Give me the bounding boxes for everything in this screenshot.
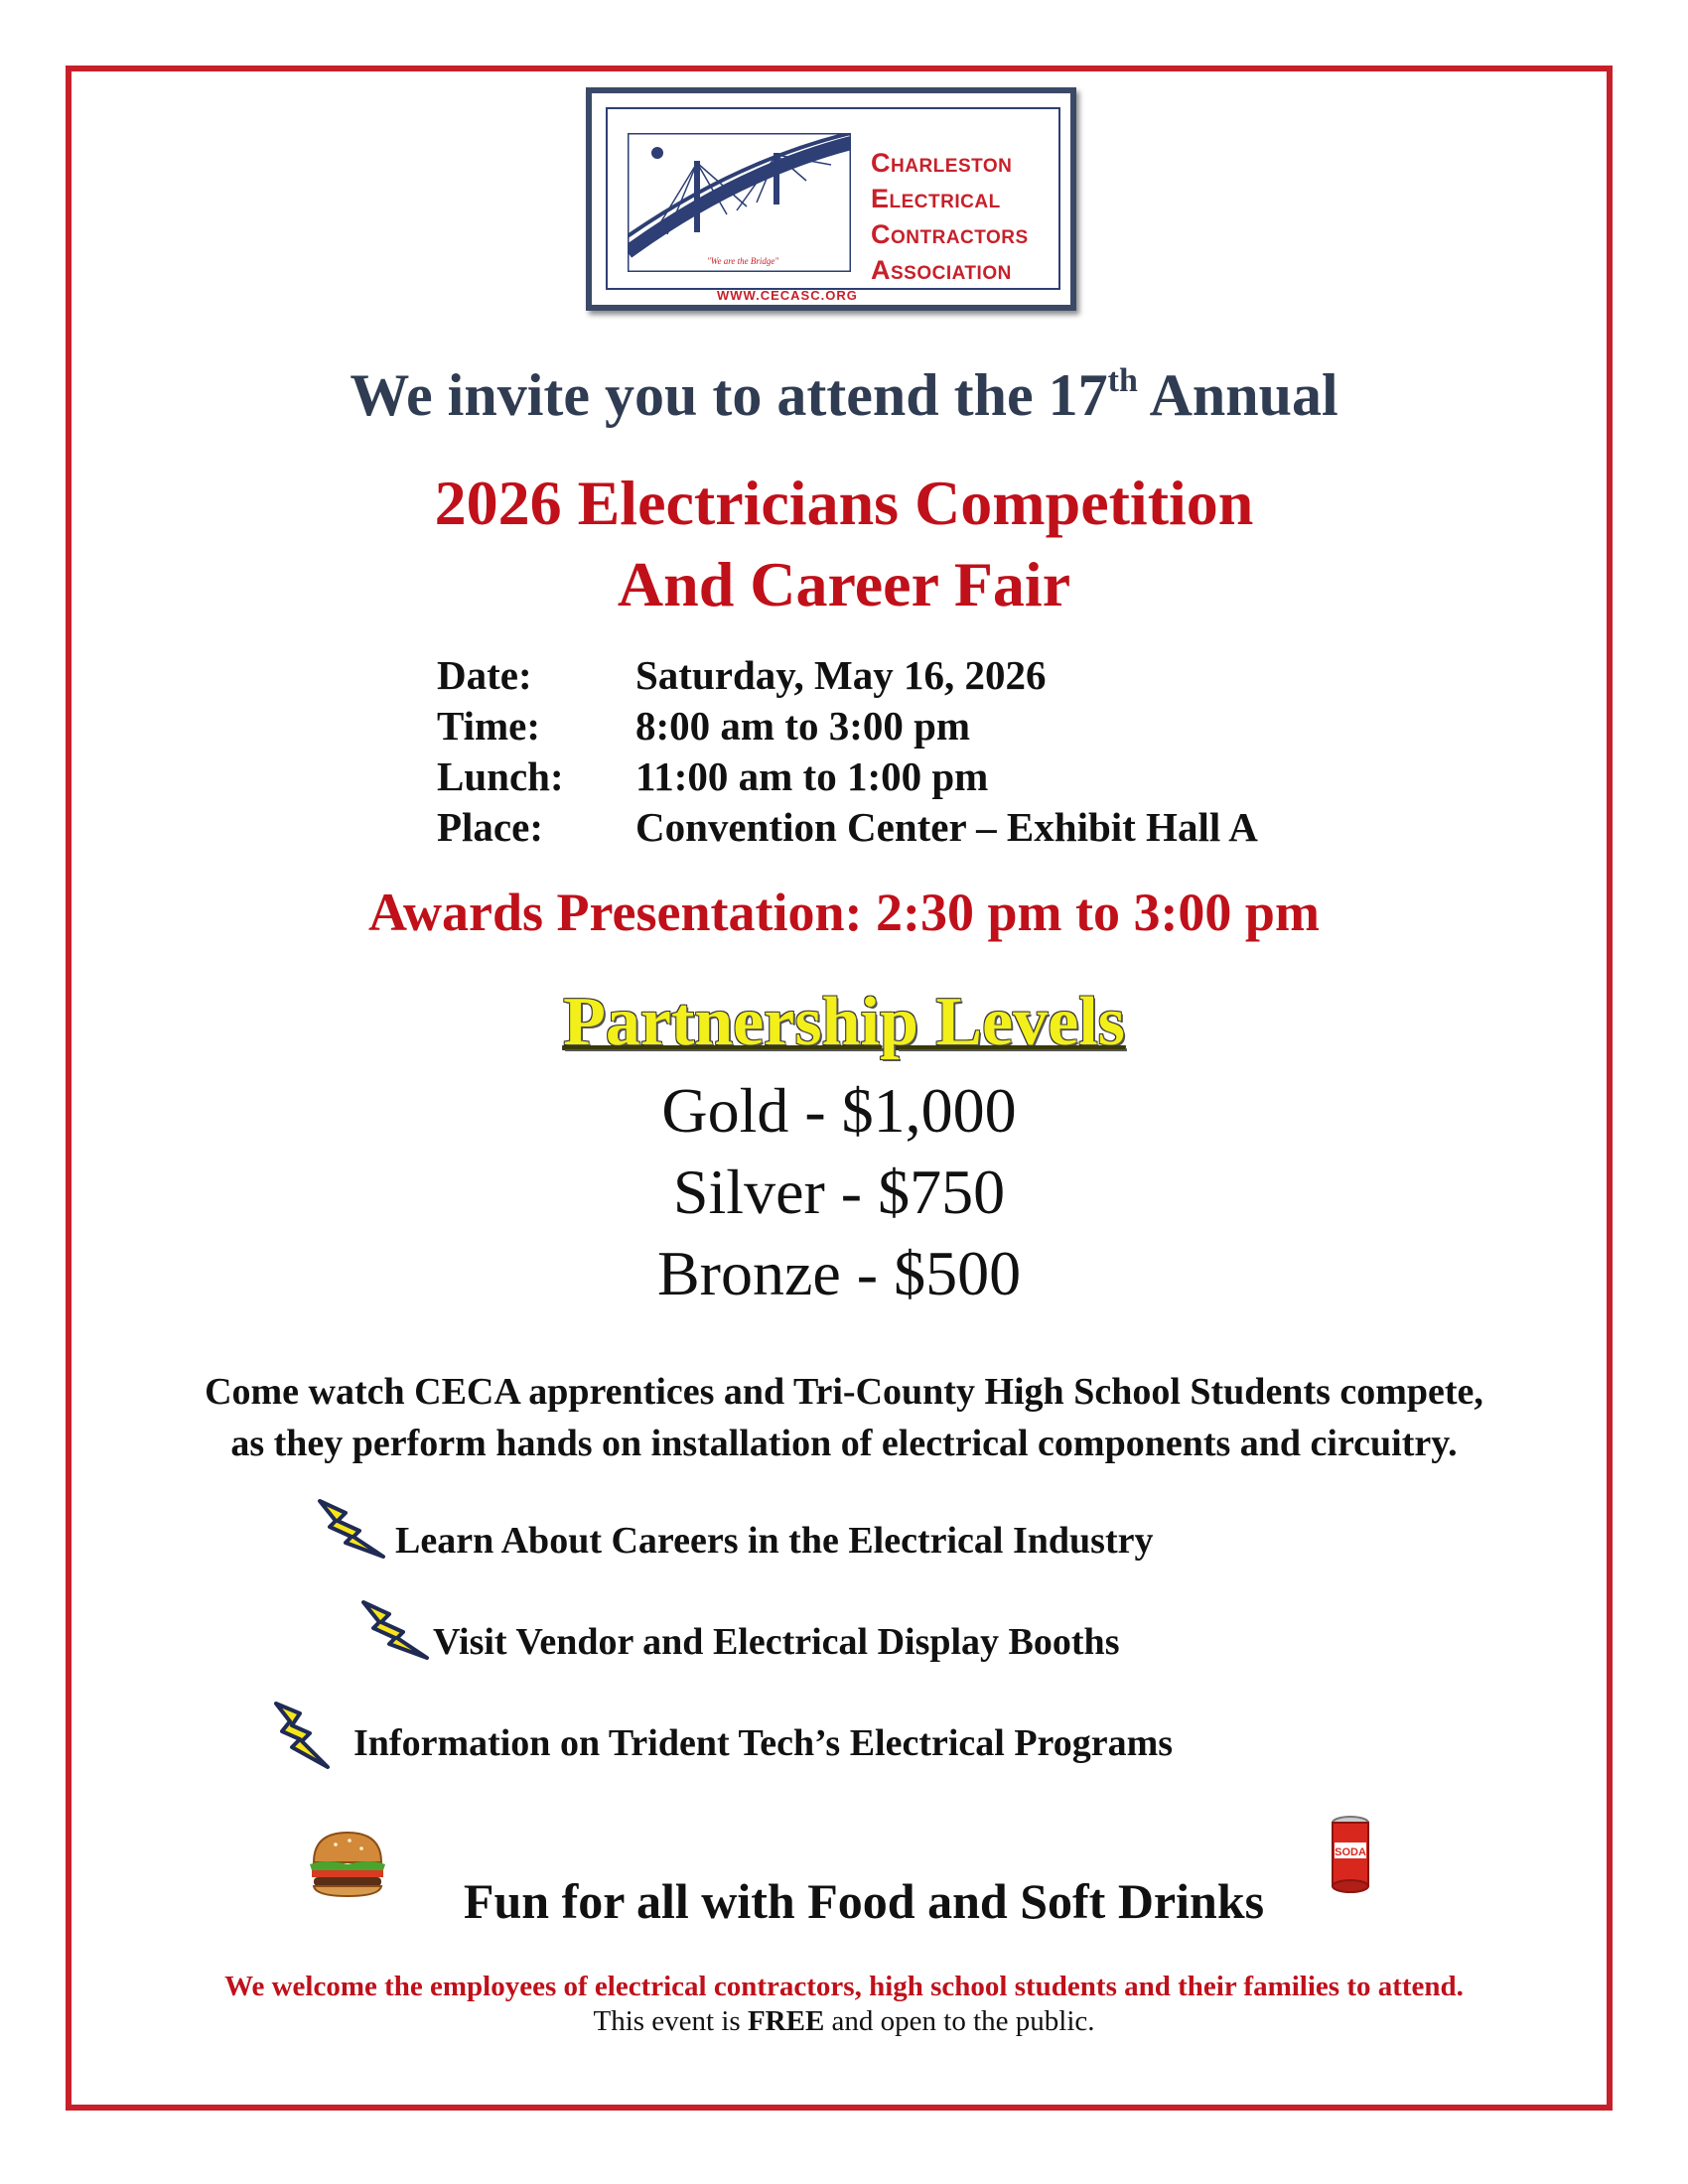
lightning-bolt-icon: [272, 1700, 332, 1771]
partnership-levels-heading: Partnership Levels: [563, 984, 1125, 1060]
description-line1: Come watch CECA apprentices and Tri-County High School Students compete,: [205, 1371, 1483, 1413]
level-silver: Silver - $750: [672, 1157, 1006, 1227]
logo-website: WWW.CECASC.ORG: [717, 288, 858, 303]
free-event-line: This event is FREE and open to the public.: [593, 2005, 1095, 2037]
level-gold: Gold - $1,000: [661, 1075, 1017, 1146]
soda-can-icon: [1325, 1813, 1376, 1896]
description-line2: as they perform hands on installation of electrical components and circuitry.: [230, 1423, 1458, 1464]
bullet-vendor-booths: Visit Vendor and Electrical Display Booths: [433, 1621, 1120, 1663]
bridge-icon: [628, 133, 851, 272]
lightning-bolt-icon: [359, 1598, 431, 1662]
invite-heading: We invite you to attend the 17th Annual: [350, 362, 1338, 428]
bullet-careers: Learn About Careers in the Electrical Industry: [395, 1520, 1154, 1562]
detail-row-place: Place: Convention Center – Exhibit Hall A: [437, 804, 1258, 850]
soda-label: SODA: [1335, 1846, 1366, 1858]
logo-frame: [606, 107, 1060, 303]
event-details: [437, 651, 1258, 854]
detail-row-date: Date: Saturday, May 16, 2026: [437, 652, 1047, 698]
level-bronze: Bronze - $500: [656, 1238, 1022, 1308]
food-drinks-line: Fun for all with Food and Soft Drinks: [463, 1873, 1265, 1929]
lightning-bolt-icon: [316, 1497, 387, 1561]
logo-tagline: "We are the Bridge": [707, 256, 779, 266]
event-title-line2: And Career Fair: [617, 549, 1071, 619]
event-title-line1: 2026 Electricians Competition: [434, 468, 1254, 538]
welcome-line: We welcome the employees of electrical contractors, high school students and their families to attend.: [224, 1971, 1464, 2002]
detail-row-lunch: Lunch: 11:00 am to 1:00 pm: [437, 753, 989, 799]
awards-presentation: Awards Presentation: 2:30 pm to 3:00 pm: [368, 883, 1320, 942]
ceca-logo: [586, 87, 1076, 311]
detail-row-time: Time: 8:00 am to 3:00 pm: [437, 703, 971, 749]
logo-org-name: CHARLESTON ELECTRICAL CONTRACTORS ASSOCIATION: [871, 148, 1029, 285]
bullet-trident-tech: Information on Trident Tech’s Electrical Programs: [353, 1722, 1174, 1764]
